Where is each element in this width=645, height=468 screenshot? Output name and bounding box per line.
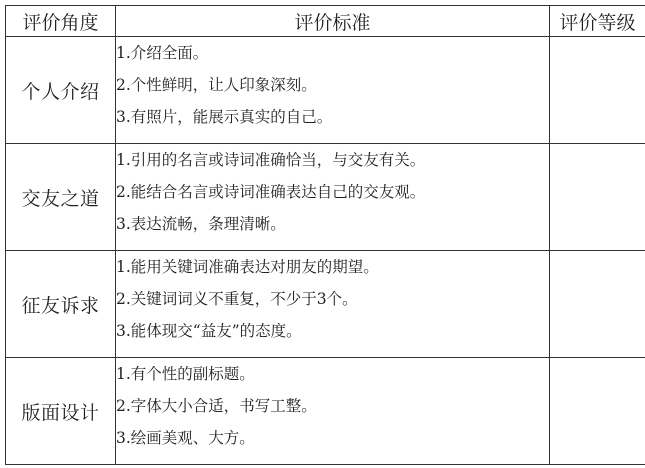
grade-cell[interactable] [550,251,645,358]
header-grade: 评价等级 [550,6,645,37]
aspect-cell: 交友之道 [6,144,116,251]
table-row [6,358,645,465]
criteria-line: 1.能用关键词准确表达对朋友的期望。 [116,258,379,276]
criteria-cell [116,358,550,465]
criteria-cell [116,144,550,251]
criteria-line: 3.有照片，能展示真实的自己。 [116,108,333,126]
table-row [6,144,645,251]
aspect-cell: 征友诉求 [6,251,116,358]
aspect-cell: 版面设计 [6,358,116,465]
evaluation-table [5,5,645,465]
grade-cell[interactable] [550,144,645,251]
criteria-line: 1.有个性的副标题。 [116,365,255,383]
header-aspect: 评价角度 [6,6,116,37]
header-row [6,6,645,37]
grade-cell[interactable] [550,37,645,144]
criteria-cell [116,37,550,144]
criteria-line: 2.个性鲜明，让人印象深刻。 [116,76,317,94]
criteria-line: 1.引用的名言或诗词准确恰当，与交友有关。 [116,151,426,169]
criteria-cell [116,251,550,358]
header-criteria: 评价标准 [116,6,550,37]
table-row [6,251,645,358]
criteria-line: 2.字体大小合适，书写工整。 [116,397,317,415]
criteria-line: 3.能体现交“益友”的态度。 [116,322,302,340]
table-row [6,37,645,144]
aspect-cell: 个人介绍 [6,37,116,144]
criteria-line: 1.介绍全面。 [116,44,209,62]
grade-cell[interactable] [550,358,645,465]
criteria-line: 2.能结合名言或诗词准确表达自己的交友观。 [116,183,426,201]
criteria-line: 2.关键词词义不重复，不少于3个。 [116,290,358,308]
criteria-line: 3.表达流畅，条理清晰。 [116,215,286,233]
criteria-line: 3.绘画美观、大方。 [116,429,255,447]
